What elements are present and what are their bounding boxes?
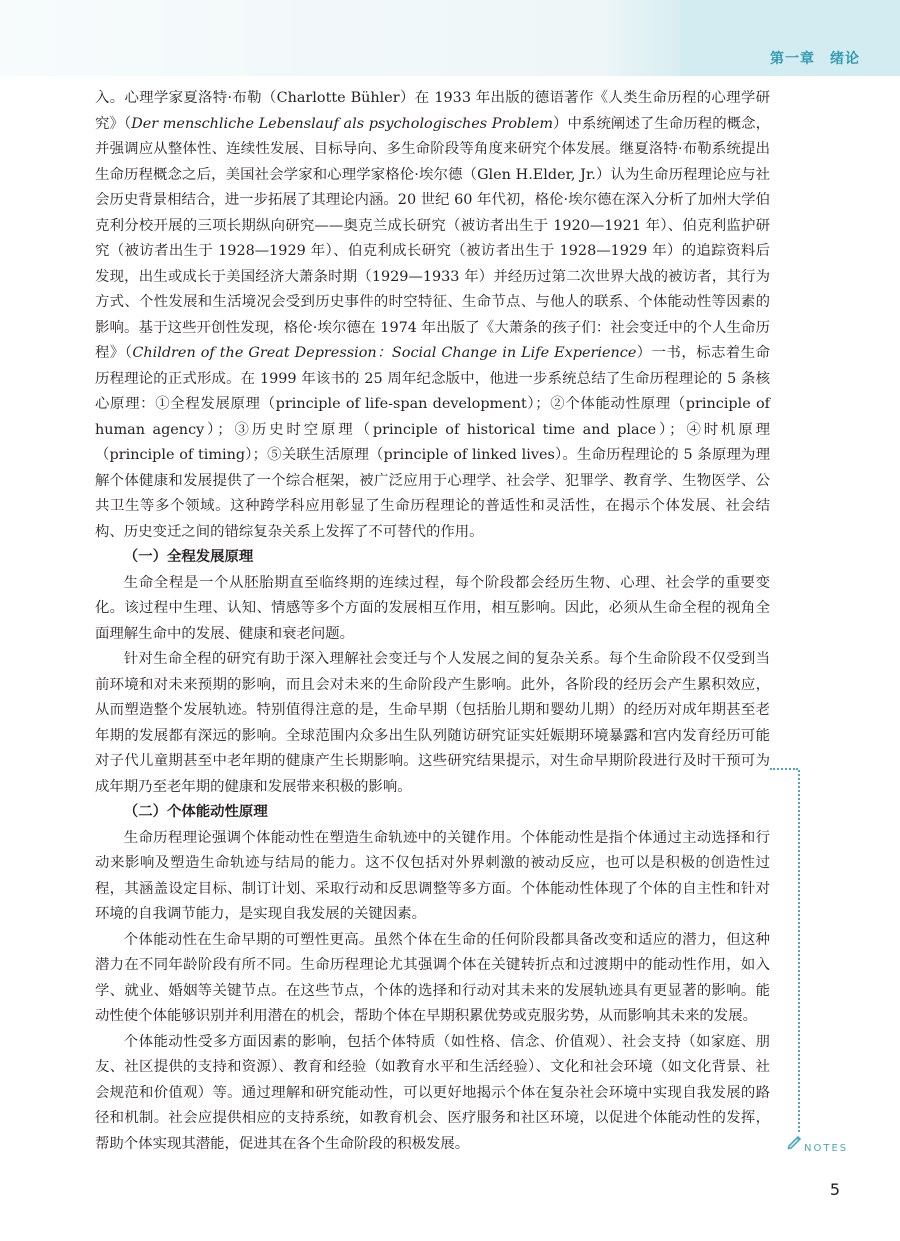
chapter-label: 第一章 绪论	[770, 51, 860, 67]
section-heading-agency: （二）个体能动性原理	[123, 804, 268, 820]
paragraph-agency-1: 生命历程理论强调个体能动性在塑造生命轨迹中的关键作用。个体能动性是指个体通过主动选择和行动来影响及塑造生命轨迹与结局的能力。这不仅包括对外界刺激的被动反应，也可以是积极的创造性过程，其涵盖设定目标、制订计划、采取行动和反思调整等多方面。个体能动性体现了个体的自主性和针对环境的自我调节能力，是实现自我发展的关键因素。	[95, 829, 770, 922]
paragraph-intro-c: ）一书，标志着生命历程理论的正式形成。在 1999 年该书的 25 周年纪念版中，他进一步系统总结了生命历程理论的 5 条核心原理：①全程发展原理（principle of life-span development）；②个体能动性原理（principle of human agency）；③历史时空原理（principle of historical time and place）；④时机原理（principle of timing）；⑤关联生活原理（principle of linked lives）。生命历程理论的 5 条原理为理解个体健康和发展提供了一个综合框架，被广泛应用于心理学、社会学、犯罪学、教育学、生物医学、公共卫生等多个领域。这种跨学科应用彰显了生命历程理论的普适性和灵活性，在揭示个体发展、社会结构、历史变迁之间的错综复杂关系上发挥了不可替代的作用。	[95, 345, 770, 540]
pencil-icon	[786, 1132, 804, 1150]
chapter-header-band	[0, 0, 900, 76]
paragraph-lifespan-2: 针对生命全程的研究有助于深入理解社会变迁与个人发展之间的复杂关系。每个生命阶段不仅受到当前环境和对未来预期的影响，而且会对未来的生命阶段产生影响。此外，各阶段的经历会产生累积效应，从而塑造整个发展轨迹。特别值得注意的是，生命早期（包括胎儿期和婴幼儿期）的经历对成年期甚至老年期的发展都有深远的影响。全球范围内众多出生队列随访研究证实妊娠期环境暴露和宫内发育经历可能对子代儿童期甚至中老年期的健康产生长期影响。这些研究结果提示，对生命早期阶段进行及时干预可为成年期乃至老年期的健康和发展带来积极的影响。	[95, 651, 770, 795]
paragraph-lifespan-1: 生命全程是一个从胚胎期直至临终期的连续过程，每个阶段都会经历生物、心理、社会学的重要变化。该过程中生理、认知、情感等多个方面的发展相互作用，相互影响。因此，必须从生命全程的视角全面理解生命中的发展、健康和衰老问题。	[95, 574, 770, 642]
paragraph-intro	[95, 86, 770, 545]
section-heading-lifespan: （一）全程发展原理	[123, 549, 254, 565]
notes-mark	[786, 1132, 856, 1158]
paragraph-intro-b: ）中系统阐述了生命历程的概念，并强调应从整体性、连续性发展、目标导向、多生命阶段等角度来研究个体发展。继夏洛特·布勒系统提出生命历程概念之后，美国社会学家和心理学家格伦·埃尔德（Glen H.Elder, Jr.）认为生命历程理论应与社会历史背景相结合，进一步拓展了其理论内涵。20 世纪 60 年代初，格伦·埃尔德在深入分析了加州大学伯克利分校开展的三项长期纵向研究——奥克兰成长研究（被访者出生于 1920—1921 年）、伯克利监护研究（被访者出生于 1928—1929 年）、伯克利成长研究（被访者出生于 1928—1929 年）的追踪资料后发现，出生或成长于美国经济大萧条时期（1929—1933 年）并经历过第二次世界大战的被访者，其行为方式、个性发展和生活境况会受到历史事件的时空特征、生命节点、与他人的联系、个体能动性等因素的影响。基于这些开创性发现，格伦·埃尔德在 1974 年出版了《大萧条的孩子们：社会变迁中的个人生命历程》（	[95, 115, 770, 361]
german-book-title: Der menschliche Lebenslauf als psychologisches Problem	[131, 115, 553, 132]
header-band-left	[0, 0, 608, 76]
paragraph-intro-a: 入。心理学家夏洛特·布勒（Charlotte Bühler）在 1933 年出版的德语著作《人类生命历程的心理学研究》（	[95, 90, 770, 132]
notes-rule	[798, 770, 800, 1132]
body-text	[95, 86, 770, 1157]
english-book-title: Children of the Great Depression：Social Change in Life Experience	[132, 345, 637, 361]
paragraph-agency-3: 个体能动性受多方面因素的影响，包括个体特质（如性格、信念、价值观）、社会支持（如家庭、朋友、社区提供的支持和资源）、教育和经验（如教育水平和生活经验）、文化和社会环境（如文化背景、社会规范和价值观）等。通过理解和研究能动性，可以更好地揭示个体在复杂社会环境中实现自我发展的路径和机制。社会应提供相应的支持系统，如教育机会、医疗服务和社区环境，以促进个体能动性的发挥，帮助个体实现其潜能，促进其在各个生命阶段的积极发展。	[95, 1033, 770, 1152]
page-number: 5	[829, 1180, 840, 1199]
header-band-mid	[608, 0, 680, 76]
notes-label: NOTES	[804, 1143, 849, 1154]
notes-rule-top	[770, 768, 798, 770]
paragraph-agency-2: 个体能动性在生命早期的可塑性更高。虽然个体在生命的任何阶段都具备改变和适应的潜力，但这种潜力在不同年龄阶段有所不同。生命历程理论尤其强调个体在关键转折点和过渡期中的能动性作用，如入学、就业、婚姻等关键节点。在这些节点，个体的选择和行动对其未来的发展轨迹具有更显著的影响。能动性使个体能够识别并利用潜在的机会，帮助个体在早期积累优势或克服劣势，从而影响其未来的发展。	[95, 931, 770, 1024]
